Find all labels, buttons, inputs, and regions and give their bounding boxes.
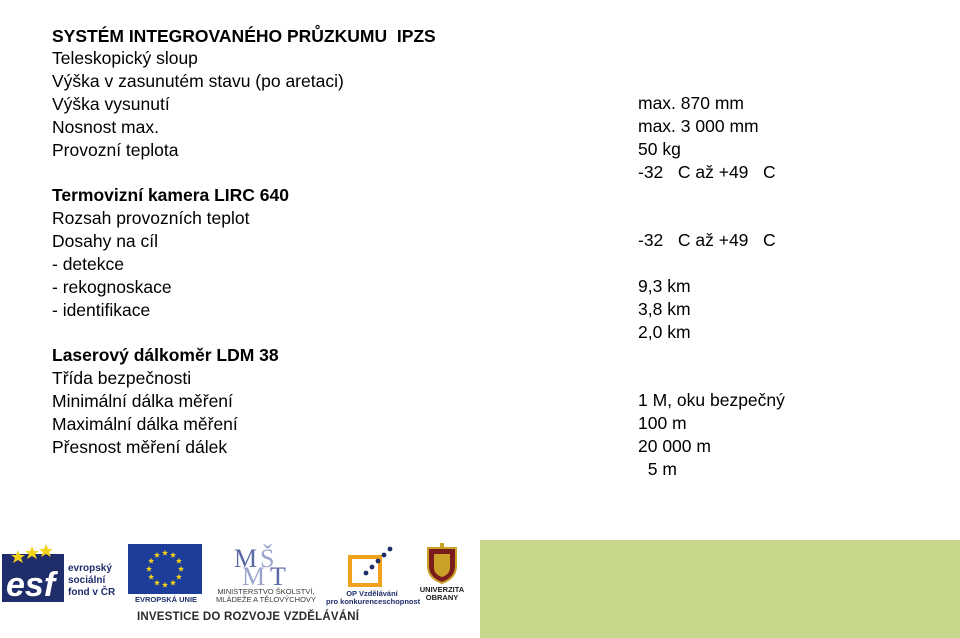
spec-label: Výška vysunutí [52,94,170,114]
document-title: SYSTÉM INTEGROVANÉHO PRŮZKUMU IPZS [52,26,436,46]
spec-label: Výška v zasunutém stavu (po aretaci) [52,71,344,91]
svg-text:evropský: evropský [68,563,112,574]
spec-value: -32 C až +49 C [638,230,776,250]
document-title-row [52,3,436,46]
unob-caption: UNIVERZITA OBRANY [419,585,465,602]
spec-value: 9,3 km [638,276,691,296]
spec-label: - rekognoskace [52,277,172,297]
spec-value: 100 m [638,413,687,433]
spec-label: Nosnost max. [52,117,159,137]
spec-label: - detekce [52,254,124,274]
spec-row [52,25,198,68]
spec-value: 2,0 km [638,322,691,342]
eu-flag-logo [128,544,202,594]
spec-value: max. 3 000 mm [638,116,759,136]
footer-tagline: INVESTICE DO ROZVOJE VZDĚLÁVÁNÍ [137,611,360,623]
spec-label: Dosahy na cíl [52,231,159,251]
spec-label: - identifikace [52,300,151,320]
section-heading-row [52,322,279,365]
esf-logo [2,544,124,602]
spec-label: Maximální dálka měření [52,414,238,434]
spec-label: Teleskopický sloup [52,48,198,68]
svg-text:fond v ČR: fond v ČR [68,587,116,598]
op-vk-logo [346,543,400,589]
svg-text:esf: esf [6,566,56,602]
op-vk-caption: OP Vzdělávání pro konkurenceschopnost [326,589,421,606]
svg-text:sociální: sociální [68,575,106,586]
spec-value: -32 C až +49 C [638,162,776,182]
spec-label: Rozsah provozních teplot [52,208,250,228]
green-decorative-block [480,540,960,638]
spec-label: Provozní teplota [52,140,179,160]
spec-value: 5 m [638,459,677,479]
spec-label: Přesnost měření dálek [52,437,228,457]
svg-text:M: M [242,562,266,587]
spec-value: 50 kg [638,139,681,159]
svg-text:T: T [270,562,286,587]
section-heading-row [52,162,289,205]
section-heading: Termovizní kamera LIRC 640 [52,185,289,205]
section-heading: Laserový dálkoměr LDM 38 [52,345,279,365]
spec-label: Třída bezpečnosti [52,368,192,388]
svg-text:M: M [234,544,258,573]
eu-caption: EVROPSKÁ UNIE [134,595,198,604]
unob-crest-logo [424,542,460,584]
msmt-logo [232,543,300,587]
spec-value: max. 870 mm [638,93,744,113]
spec-label: Minimální dálka měření [52,391,233,411]
svg-text:Š: Š [260,544,275,573]
spec-value: 20 000 m [638,436,711,456]
spec-value: 1 M, oku bezpečný [638,390,785,410]
msmt-caption: MINISTERSTVO ŠKOLSTVÍ, MLÁDEŽE A TĚLOVÝCHOVY [216,587,316,604]
spec-value: 3,8 km [638,299,691,319]
